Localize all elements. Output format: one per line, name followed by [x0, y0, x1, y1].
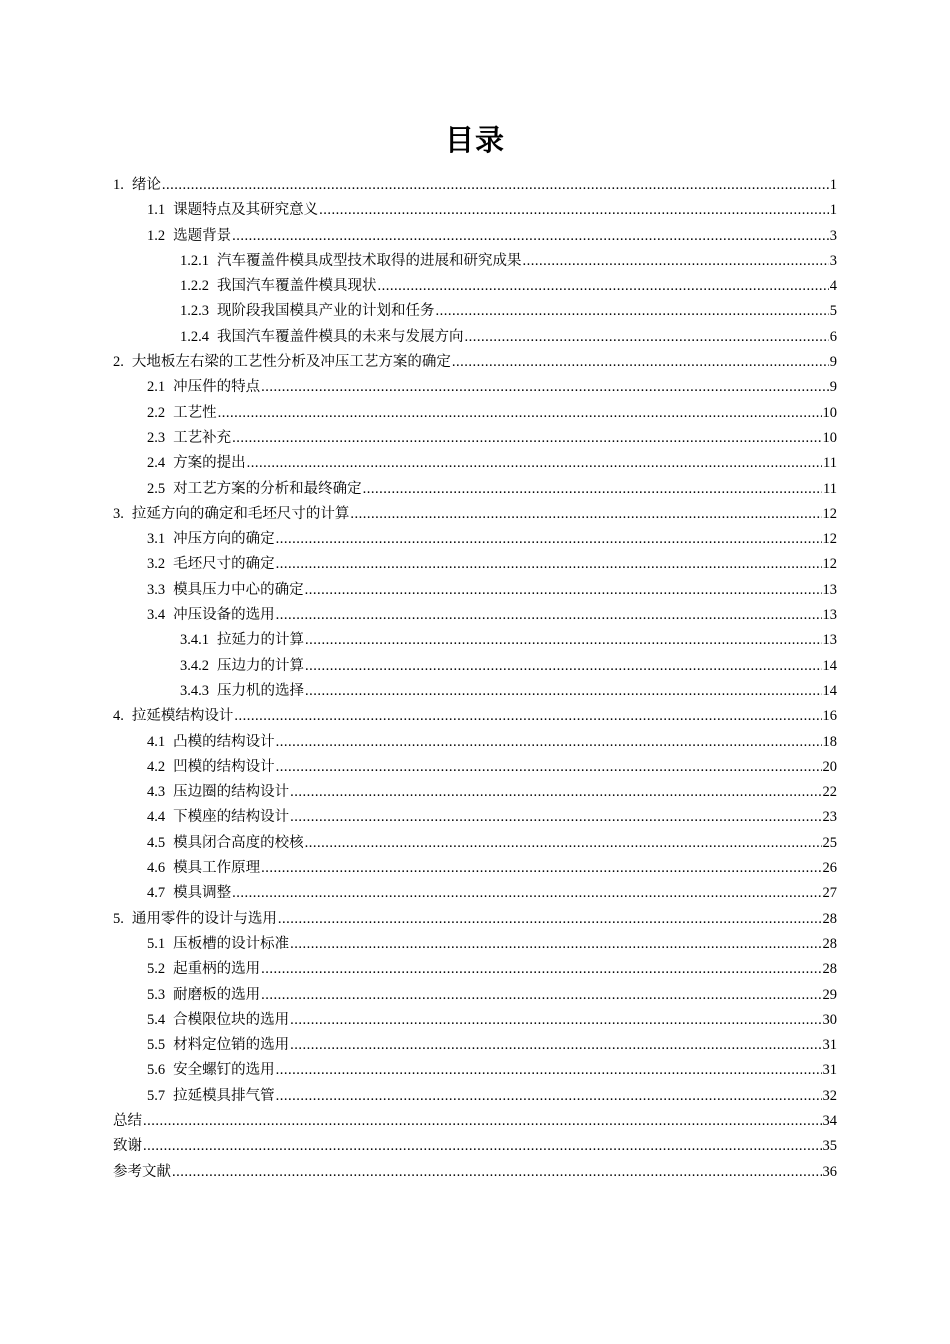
toc-entry[interactable] — [113, 401, 837, 426]
toc-entry-title: 致谢 — [113, 1138, 142, 1155]
toc-entry-number: 5.7 — [147, 1087, 166, 1104]
toc-entry-number: 5.4 — [147, 1011, 166, 1028]
dot-leader — [278, 907, 822, 932]
toc-entry-number: 5.6 — [147, 1062, 166, 1079]
toc-entry[interactable] — [113, 224, 837, 249]
toc-entry[interactable] — [113, 730, 837, 755]
toc-entry-number: 4. — [113, 708, 124, 725]
toc-entry-number: 4.1 — [147, 733, 166, 750]
toc-entry-title: 拉延方向的确定和毛坯尺寸的计算 — [131, 505, 350, 522]
toc-entry-number: 5.3 — [147, 986, 166, 1003]
dot-leader — [276, 755, 822, 780]
toc-entry[interactable] — [113, 628, 837, 653]
toc-entry[interactable] — [113, 856, 837, 881]
toc-entry-page-number: 20 — [822, 758, 837, 775]
table-of-contents — [113, 173, 837, 1185]
toc-entry-number: 5. — [113, 910, 124, 927]
toc-entry-number: 2.3 — [147, 429, 166, 446]
dot-leader — [363, 477, 822, 502]
dot-leader — [276, 552, 822, 577]
dot-leader — [305, 679, 822, 704]
toc-entry[interactable] — [113, 325, 837, 350]
toc-entry-title: 参考文献 — [113, 1163, 171, 1180]
toc-entry[interactable] — [113, 1134, 837, 1159]
toc-entry-page-number: 5 — [829, 303, 837, 320]
toc-entry-number: 4.4 — [147, 809, 166, 826]
toc-entry[interactable] — [113, 350, 837, 375]
toc-entry[interactable] — [113, 375, 837, 400]
toc-entry-page-number: 11 — [823, 455, 837, 472]
toc-entry-title: 模具压力中心的确定 — [173, 581, 304, 598]
dot-leader — [290, 1033, 821, 1058]
toc-entry[interactable] — [113, 1084, 837, 1109]
toc-entry-title: 压边力的计算 — [217, 657, 304, 674]
toc-entry-page-number: 28 — [822, 961, 837, 978]
toc-entry-page-number: 26 — [822, 860, 837, 877]
dot-leader — [305, 578, 822, 603]
dot-leader — [290, 780, 821, 805]
toc-entry-title: 汽车覆盖件模具成型技术取得的进展和研究成果 — [217, 252, 522, 269]
toc-entry-title: 选题背景 — [173, 227, 232, 244]
toc-entry-title: 毛坯尺寸的确定 — [173, 556, 275, 573]
toc-entry-number: 5.2 — [147, 961, 166, 978]
toc-entry-title: 总结 — [113, 1112, 142, 1129]
dot-leader — [523, 249, 829, 274]
toc-entry-number: 5.5 — [147, 1037, 166, 1054]
toc-entry-page-number: 31 — [822, 1037, 837, 1054]
toc-entry-number: 1.2.1 — [180, 252, 209, 269]
toc-entry[interactable] — [113, 578, 837, 603]
toc-entry-number: 2.5 — [147, 480, 166, 497]
toc-entry-title: 现阶段我国模具产业的计划和任务 — [217, 303, 435, 320]
toc-entry-page-number: 3 — [829, 252, 837, 269]
dot-leader — [452, 350, 829, 375]
toc-entry[interactable] — [113, 477, 837, 502]
toc-entry[interactable] — [113, 502, 837, 527]
toc-entry-number: 3.3 — [147, 581, 166, 598]
toc-entry-page-number: 12 — [822, 531, 837, 548]
toc-entry-title: 模具闭合高度的校核 — [173, 834, 304, 851]
dot-leader — [143, 1134, 822, 1159]
dot-leader — [465, 325, 829, 350]
toc-entry-title: 大地板左右梁的工艺性分析及冲压工艺方案的确定 — [131, 354, 451, 371]
toc-entry-title: 拉延模具排气管 — [173, 1087, 275, 1104]
dot-leader — [247, 451, 822, 476]
toc-entry-page-number: 12 — [822, 505, 837, 522]
toc-entry-number: 3.4.3 — [180, 682, 209, 699]
toc-entry-page-number: 18 — [822, 733, 837, 750]
toc-entry-page-number: 30 — [822, 1011, 837, 1028]
dot-leader — [172, 1160, 822, 1185]
toc-entry[interactable] — [113, 1058, 837, 1083]
toc-entry-page-number: 28 — [822, 910, 837, 927]
toc-entry-title: 凹模的结构设计 — [173, 758, 275, 775]
toc-entry-number: 4.7 — [147, 885, 166, 902]
dot-leader — [276, 527, 822, 552]
toc-entry-title: 安全螺钉的选用 — [173, 1062, 275, 1079]
toc-entry[interactable] — [113, 527, 837, 552]
toc-entry-page-number: 10 — [822, 404, 837, 421]
dot-leader — [290, 1008, 821, 1033]
toc-entry[interactable] — [113, 932, 837, 957]
toc-entry-title: 冲压件的特点 — [173, 379, 261, 396]
toc-entry-number: 3.4.1 — [180, 632, 209, 649]
toc-entry-number: 4.5 — [147, 834, 166, 851]
toc-entry-page-number: 9 — [829, 379, 837, 396]
toc-entry-number: 2.4 — [147, 455, 166, 472]
toc-entry-page-number: 36 — [822, 1163, 837, 1180]
toc-entry-page-number: 31 — [822, 1062, 837, 1079]
toc-entry-title: 绪论 — [131, 177, 161, 193]
toc-entry[interactable] — [113, 1109, 837, 1134]
dot-leader — [276, 730, 822, 755]
toc-entry-page-number: 28 — [822, 935, 837, 952]
toc-entry-number: 1.2.4 — [180, 328, 209, 345]
toc-entry[interactable] — [113, 805, 837, 830]
toc-entry[interactable] — [113, 552, 837, 577]
toc-entry-number: 3.4 — [147, 607, 166, 624]
toc-entry[interactable] — [113, 755, 837, 780]
toc-entry[interactable] — [113, 831, 837, 856]
toc-entry-page-number: 10 — [822, 429, 837, 446]
dot-leader — [305, 654, 822, 679]
dot-leader — [350, 502, 821, 527]
toc-entry-number: 4.2 — [147, 758, 166, 775]
toc-entry-number: 2.1 — [147, 379, 166, 396]
toc-entry-title: 工艺补充 — [173, 429, 232, 446]
toc-entry-page-number: 16 — [822, 708, 837, 725]
toc-entry-number: 2. — [113, 354, 124, 371]
toc-entry-number: 3.4.2 — [180, 657, 209, 674]
toc-entry-number: 3.2 — [147, 556, 166, 573]
dot-leader — [234, 704, 821, 729]
toc-entry-page-number: 13 — [822, 632, 837, 649]
toc-entry-number: 1.2.3 — [180, 303, 209, 320]
dot-leader — [162, 173, 829, 198]
toc-entry-title: 起重柄的选用 — [173, 961, 261, 978]
dot-leader — [276, 1084, 822, 1109]
toc-entry-page-number: 25 — [822, 834, 837, 851]
toc-entry-page-number: 4 — [829, 278, 837, 295]
toc-entry[interactable] — [113, 983, 837, 1008]
toc-entry[interactable] — [113, 1008, 837, 1033]
toc-entry-page-number: 6 — [829, 328, 837, 345]
dot-leader — [232, 426, 821, 451]
toc-entry-page-number: 1 — [829, 202, 837, 219]
toc-entry-page-number: 14 — [822, 657, 837, 674]
toc-entry-number: 1.2 — [147, 227, 166, 244]
dot-leader — [378, 274, 829, 299]
dot-leader — [261, 856, 821, 881]
dot-leader — [276, 603, 822, 628]
toc-entry-title: 下模座的结构设计 — [173, 809, 290, 826]
toc-entry-title: 压板槽的设计标准 — [173, 935, 290, 952]
toc-entry[interactable] — [113, 249, 837, 274]
toc-entry[interactable] — [113, 780, 837, 805]
dot-leader — [305, 628, 822, 653]
toc-entry-title: 方案的提出 — [173, 455, 246, 472]
dot-leader — [232, 881, 821, 906]
toc-entry[interactable] — [113, 426, 837, 451]
toc-entry[interactable] — [113, 957, 837, 982]
toc-entry-page-number: 9 — [829, 354, 837, 371]
dot-leader — [436, 299, 829, 324]
toc-entry-page-number: 13 — [822, 581, 837, 598]
toc-entry-page-number: 27 — [822, 885, 837, 902]
toc-entry-page-number: 14 — [822, 682, 837, 699]
dot-leader — [218, 401, 822, 426]
toc-entry-title: 我国汽车覆盖件模具的未来与发展方向 — [217, 328, 464, 345]
dot-leader — [305, 831, 822, 856]
toc-entry-page-number: 11 — [823, 480, 837, 497]
toc-entry-number: 1.2.2 — [180, 278, 209, 295]
dot-leader — [290, 932, 821, 957]
toc-entry[interactable] — [113, 603, 837, 628]
toc-entry-page-number: 29 — [822, 986, 837, 1003]
dot-leader — [290, 805, 821, 830]
toc-entry[interactable] — [113, 299, 837, 324]
toc-entry-number: 1. — [113, 177, 124, 193]
toc-entry-title: 压边圈的结构设计 — [173, 784, 290, 801]
toc-entry-title: 我国汽车覆盖件模具现状 — [217, 278, 377, 295]
toc-entry-title: 拉延力的计算 — [217, 632, 304, 649]
toc-entry-page-number: 34 — [822, 1112, 837, 1129]
toc-entry-number: 4.6 — [147, 860, 166, 877]
toc-entry-title: 通用零件的设计与选用 — [131, 910, 277, 927]
toc-entry[interactable] — [113, 654, 837, 679]
toc-entry-title: 课题特点及其研究意义 — [173, 202, 319, 219]
toc-entry-page-number: 12 — [822, 556, 837, 573]
toc-entry[interactable] — [113, 907, 837, 932]
toc-entry-page-number: 32 — [822, 1087, 837, 1104]
toc-entry[interactable] — [113, 173, 837, 198]
toc-entry-number: 3. — [113, 505, 124, 522]
toc-entry[interactable] — [113, 704, 837, 729]
toc-entry-number: 3.1 — [147, 531, 166, 548]
toc-entry-title: 对工艺方案的分析和最终确定 — [173, 480, 362, 497]
toc-entry-number: 5.1 — [147, 935, 166, 952]
toc-entry-title: 工艺性 — [173, 404, 217, 421]
dot-leader — [319, 198, 829, 223]
toc-entry-page-number: 13 — [822, 607, 837, 624]
toc-entry[interactable] — [113, 1033, 837, 1058]
toc-entry-title: 冲压设备的选用 — [173, 607, 275, 624]
dot-leader — [261, 957, 821, 982]
toc-entry-title: 合模限位块的选用 — [173, 1011, 290, 1028]
toc-entry-title: 拉延模结构设计 — [131, 708, 234, 725]
toc-entry-title: 压力机的选择 — [217, 682, 304, 699]
toc-entry-page-number: 22 — [822, 784, 837, 801]
toc-entry-title: 冲压方向的确定 — [173, 531, 275, 548]
dot-leader — [261, 983, 821, 1008]
toc-entry[interactable] — [113, 274, 837, 299]
dot-leader — [143, 1109, 822, 1134]
dot-leader — [276, 1058, 822, 1083]
toc-entry-page-number: 35 — [822, 1138, 837, 1155]
page-title: 目录 — [444, 123, 505, 157]
toc-entry-title: 模具工作原理 — [173, 860, 261, 877]
dot-leader — [261, 375, 829, 400]
toc-entry-number: 1.1 — [147, 202, 166, 219]
toc-entry[interactable] — [113, 679, 837, 704]
toc-entry-title: 凸模的结构设计 — [173, 733, 275, 750]
toc-entry-title: 模具调整 — [173, 885, 232, 902]
toc-entry-title: 材料定位销的选用 — [173, 1037, 290, 1054]
toc-entry-page-number: 1 — [829, 177, 837, 193]
toc-entry-page-number: 23 — [822, 809, 837, 826]
toc-entry[interactable] — [113, 451, 837, 476]
toc-entry-number: 4.3 — [147, 784, 166, 801]
toc-entry[interactable] — [113, 881, 837, 906]
toc-entry-title: 耐磨板的选用 — [173, 986, 261, 1003]
dot-leader — [232, 224, 829, 249]
toc-entry-page-number: 3 — [829, 227, 837, 244]
toc-entry[interactable] — [113, 198, 837, 223]
toc-entry[interactable] — [113, 1160, 837, 1185]
toc-entry-number: 2.2 — [147, 404, 166, 421]
